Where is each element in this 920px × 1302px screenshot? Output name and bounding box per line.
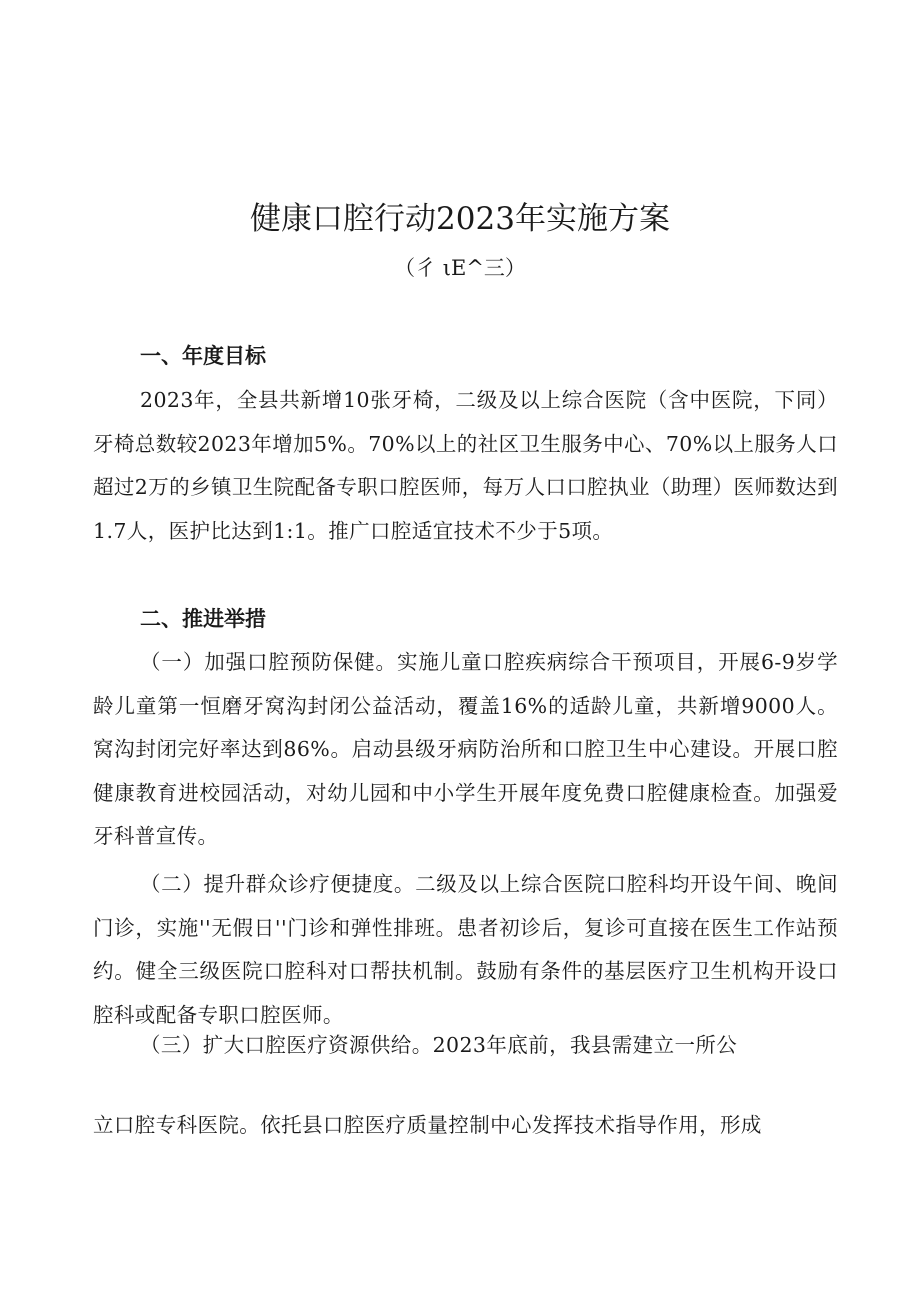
section-heading-annual-goals: 一、年度目标 — [140, 344, 266, 368]
paragraph-resources-line1: （三）扩大口腔医疗资源供给。2023年底前，我县需建立一所公 — [140, 1033, 738, 1057]
section-heading-measures: 二、推进举措 — [140, 607, 266, 631]
paragraph-resources-line2: 立口腔专科医院。依托县口腔医疗质量控制中心发挥技术指导作用，形成 — [93, 1113, 762, 1137]
paragraph-convenience: （二）提升群众诊疗便捷度。二级及以上综合医院口腔科均开设午间、晚间门诊，实施''无假日''门诊和弹性排班。患者初诊后，复诊可直接在医生工作站预约。健全三级医院口腔科对口帮扶机制。鼓励有条件的基层医疗卫生机构开设口腔科或配备专职口腔医师。 — [93, 872, 838, 1027]
document-subtitle: （彳 ιE^三） — [394, 256, 526, 280]
paragraph-prevention: （一）加强口腔预防保健。实施儿童口腔疾病综合干预项目，开展6-9岁学龄儿童第一恒磨牙窝沟封闭公益活动，覆盖16%的适龄儿童，共新增9000人。窝沟封闭完好率达到86%。启动县级牙病防治所和口腔卫生中心建设。开展口腔健康教育进校园活动，对幼儿园和中小学生开展年度免费口腔健康检查。加强爱牙科普宣传。 — [93, 650, 838, 849]
document-title: 健康口腔行动2023年实施方案 — [250, 201, 670, 237]
paragraph-annual-goals: 2023年，全县共新增10张牙椅，二级及以上综合医院（含中医院，下同）牙椅总数较2023年增加5%。70%以上的社区卫生服务中心、70%以上服务人口超过2万的乡镇卫生院配备专职口腔医师，每万人口口腔执业（助理）医师数达到1.7人，医护比达到1:1。推广口腔适宜技术不少于5项。 — [93, 388, 838, 543]
